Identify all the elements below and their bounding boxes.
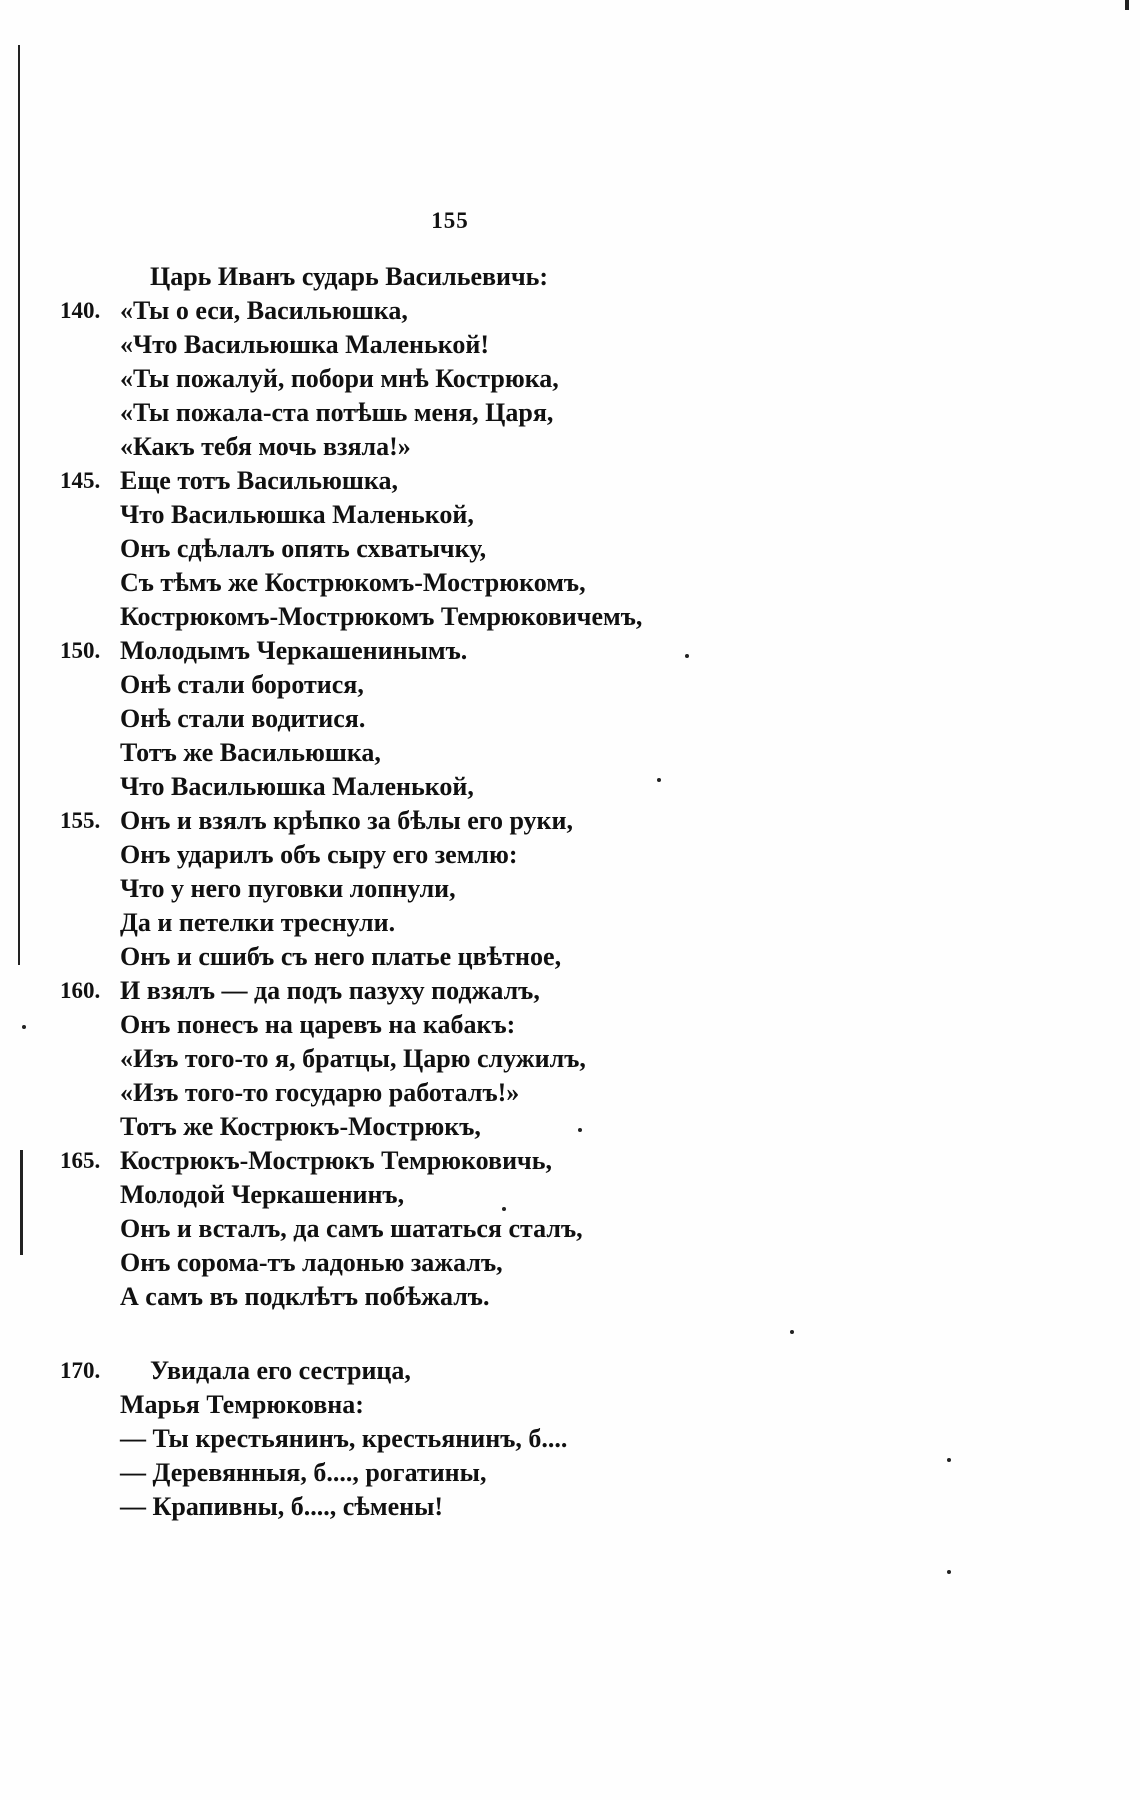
line-text: — Деревянныя, б...., рогатины,: [120, 1458, 487, 1487]
scan-speck: [947, 1458, 951, 1462]
verse-line: [60, 634, 760, 668]
verse-line: [60, 1354, 760, 1388]
scan-edge-mark-corner: [1125, 0, 1129, 10]
verse-line: [60, 498, 760, 532]
line-text: Марья Темрюковна:: [120, 1390, 364, 1419]
verse-line: [60, 260, 760, 294]
line-text: А самъ въ подклѣтъ побѣжалъ.: [120, 1282, 490, 1311]
line-text: Еще тотъ Васильюшка,: [120, 466, 398, 495]
line-text: «Ты пожала-ста потѣшь меня, Царя,: [120, 398, 554, 427]
line-text: «Какъ тебя мочь взяла!»: [120, 432, 411, 461]
line-text: Что у него пуговки лопнули,: [120, 874, 456, 903]
line-number: 170.: [60, 1358, 101, 1383]
line-number: 155.: [60, 808, 101, 833]
scan-speck: [790, 1330, 794, 1334]
line-text: Онѣ стали боротися,: [120, 670, 364, 699]
line-text: — Ты крестьянинъ, крестьянинъ, б....: [120, 1424, 568, 1453]
line-text: Съ тѣмъ же Кострюкомъ-Мострюкомъ,: [120, 568, 586, 597]
verse-line: [60, 1212, 760, 1246]
verse-line: [60, 1178, 760, 1212]
line-text: Кострюкъ-Мострюкъ Темрюковичь,: [120, 1146, 552, 1175]
verse-line: [60, 702, 760, 736]
verse-line: [60, 600, 760, 634]
verse-line: [60, 1280, 760, 1314]
line-text: Онъ и сшибъ съ него платье цвѣтное,: [120, 942, 562, 971]
line-text: Молодымъ Черкашенинымъ.: [120, 636, 468, 665]
line-text: Что Васильюшка Маленькой,: [120, 772, 474, 801]
line-number: 145.: [60, 468, 101, 493]
verse-line: [60, 1144, 760, 1178]
line-text: Что Васильюшка Маленькой,: [120, 500, 474, 529]
scan-speck: [947, 1570, 951, 1574]
verse-line: [60, 1008, 760, 1042]
line-text: И взялъ — да подъ пазуху поджалъ,: [120, 976, 540, 1005]
line-text: Онъ сдѣлалъ опять схватычку,: [120, 534, 487, 563]
verse-line: [60, 532, 760, 566]
line-text: Царь Иванъ сударь Васильевичь:: [150, 262, 549, 291]
verse-text: [60, 260, 760, 1524]
verse-line: [60, 940, 760, 974]
scan-edge-mark-top: [18, 45, 20, 965]
verse-line: [60, 1110, 760, 1144]
verse-line: [60, 294, 760, 328]
line-text: «Изъ того-то государю работалъ!»: [120, 1078, 520, 1107]
verse-line: [60, 804, 760, 838]
verse-line: [60, 1246, 760, 1280]
line-number: 160.: [60, 978, 101, 1003]
line-text: Кострюкомъ-Мострюкомъ Темрюковичемъ,: [120, 602, 643, 631]
line-text: Онъ и всталъ, да самъ шататься сталъ,: [120, 1214, 583, 1243]
line-text: Молодой Черкашенинъ,: [120, 1180, 405, 1209]
scan-edge-mark-bottom: [20, 1150, 23, 1255]
verse-line: [60, 770, 760, 804]
verse-line: [60, 1076, 760, 1110]
line-number: 140.: [60, 298, 101, 323]
line-text: Онъ ударилъ объ сыру его землю:: [120, 840, 518, 869]
verse-line: [60, 872, 760, 906]
line-text: Онъ и взялъ крѣпко за бѣлы его руки,: [120, 806, 574, 835]
page-number: 155: [431, 208, 469, 233]
verse-line: [60, 328, 760, 362]
verse-line: [60, 1422, 760, 1456]
verse-line: [60, 668, 760, 702]
verse-line: [60, 430, 760, 464]
line-text: Увидала его сестрица,: [150, 1356, 411, 1385]
verse-line: [60, 906, 760, 940]
line-text: Онѣ стали водитися.: [120, 704, 366, 733]
verse-line: [60, 396, 760, 430]
verse-line: [60, 464, 760, 498]
line-text: «Ты пожалуй, побори мнѣ Кострюка,: [120, 364, 559, 393]
line-text: «Ты о еси, Васильюшка,: [120, 296, 408, 325]
verse-line: [60, 566, 760, 600]
line-text: Онъ понесъ на царевъ на кабакъ:: [120, 1010, 516, 1039]
line-number: 165.: [60, 1148, 101, 1173]
line-text: Тотъ же Васильюшка,: [120, 738, 381, 767]
scan-speck: [22, 1025, 26, 1029]
line-text: Онъ сорома-тъ ладонью зажалъ,: [120, 1248, 503, 1277]
line-number: 150.: [60, 638, 101, 663]
verse-line: [60, 736, 760, 770]
verse-line: [60, 974, 760, 1008]
verse-line: [60, 362, 760, 396]
verse-line: [60, 1490, 760, 1524]
verse-line: [60, 1042, 760, 1076]
line-text: Да и петелки треснули.: [120, 908, 396, 937]
verse-line: [60, 1388, 760, 1422]
line-text: — Крапивны, б...., сѣмены!: [120, 1492, 444, 1521]
line-text: «Изъ того-то я, братцы, Царю служилъ,: [120, 1044, 586, 1073]
verse-line: [60, 838, 760, 872]
line-text: «Что Васильюшка Маленькой!: [120, 330, 490, 359]
line-text: Тотъ же Кострюкъ-Мострюкъ,: [120, 1112, 481, 1141]
verse-line: [60, 1456, 760, 1490]
